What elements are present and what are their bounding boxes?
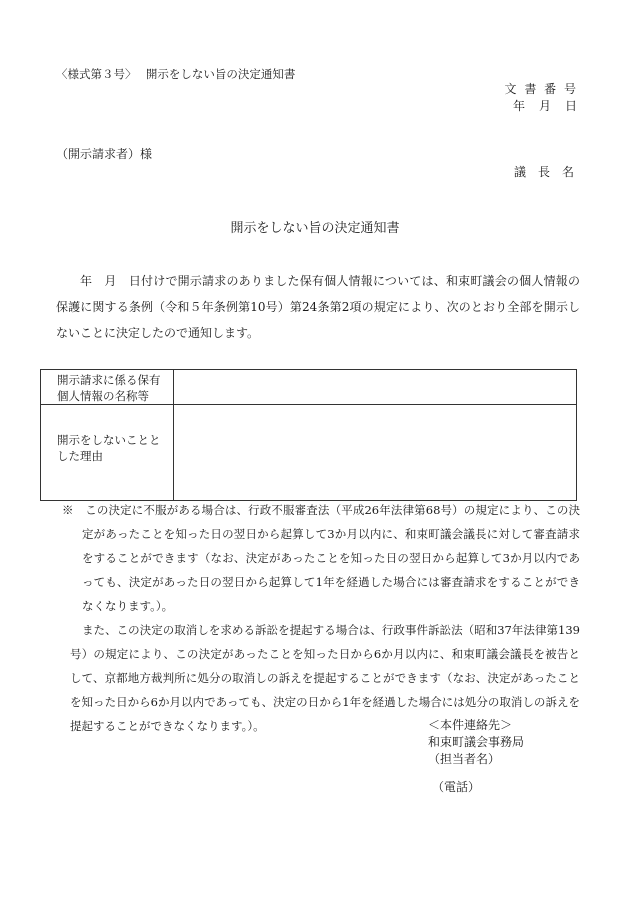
- body-paragraph: 年 月 日付けで開示請求のありました保有個人情報については、和束町議会の個人情報の保護に関する条例（令和５年条例第10号）第24条第2項の規定により、次のとおり全部を開示しないことに決定したので通知します。: [56, 274, 580, 340]
- personal-info-name-value: [174, 370, 577, 405]
- reason-label: 開示をしないこととした理由: [57, 433, 161, 463]
- table-label-cell: [41, 405, 174, 501]
- chairman-name: 議 長 名: [513, 165, 574, 179]
- document-number: 文 書 番 号: [504, 82, 578, 96]
- personal-info-name-label: 開示請求に係る保有個人情報の名称等: [57, 373, 161, 403]
- contact-heading: ＜本件連絡先＞: [428, 718, 513, 732]
- reason-value: [174, 405, 577, 501]
- date-line: 年 月 日: [512, 99, 578, 113]
- document-title: 開示をしない旨の決定通知書: [230, 221, 400, 236]
- contact-office: 和束町議会事務局: [428, 735, 525, 749]
- form-label: 〈様式第３号〉 開示をしない旨の決定通知書: [56, 67, 296, 81]
- information-table: [40, 369, 577, 501]
- table-row: [41, 405, 577, 501]
- contact-phone: （電話）: [432, 780, 481, 794]
- appeal-note: ※ この決定に不服がある場合は、行政不服審査法（平成26年法律第68号）の規定により、この決定があったことを知った日の翌日から起算して3か月以内に、和束町議会議長に対して審査請求をすることができます（なお、決定があったことを知った日の翌日から起算して3か月以内であっても、決定があった日の翌日から起算して1年を経過した場合には審査請求をすることができなくなります。）。: [62, 503, 580, 613]
- table-label-cell: [41, 370, 174, 405]
- contact-person: （担当者名）: [428, 752, 501, 766]
- table-row: [41, 370, 577, 405]
- lawsuit-note: また、この決定の取消しを求める訴訟を提起する場合は、行政事件訴訟法（昭和37年法律第139号）の規定により、この決定があったことを知った日から6か月以内に、和束町議会議長を被告として、京都地方裁判所に処分の取消しの訴えを提起することができます（なお、決定があったことを知った日から6か月以内であっても、決定の日から1年を経過した場合には処分の取消しの訴えを提起することができなくなります。）。: [70, 623, 580, 733]
- recipient-line: （開示請求者）様: [56, 147, 153, 161]
- notes-section: [62, 498, 580, 738]
- contact-block: [428, 717, 524, 796]
